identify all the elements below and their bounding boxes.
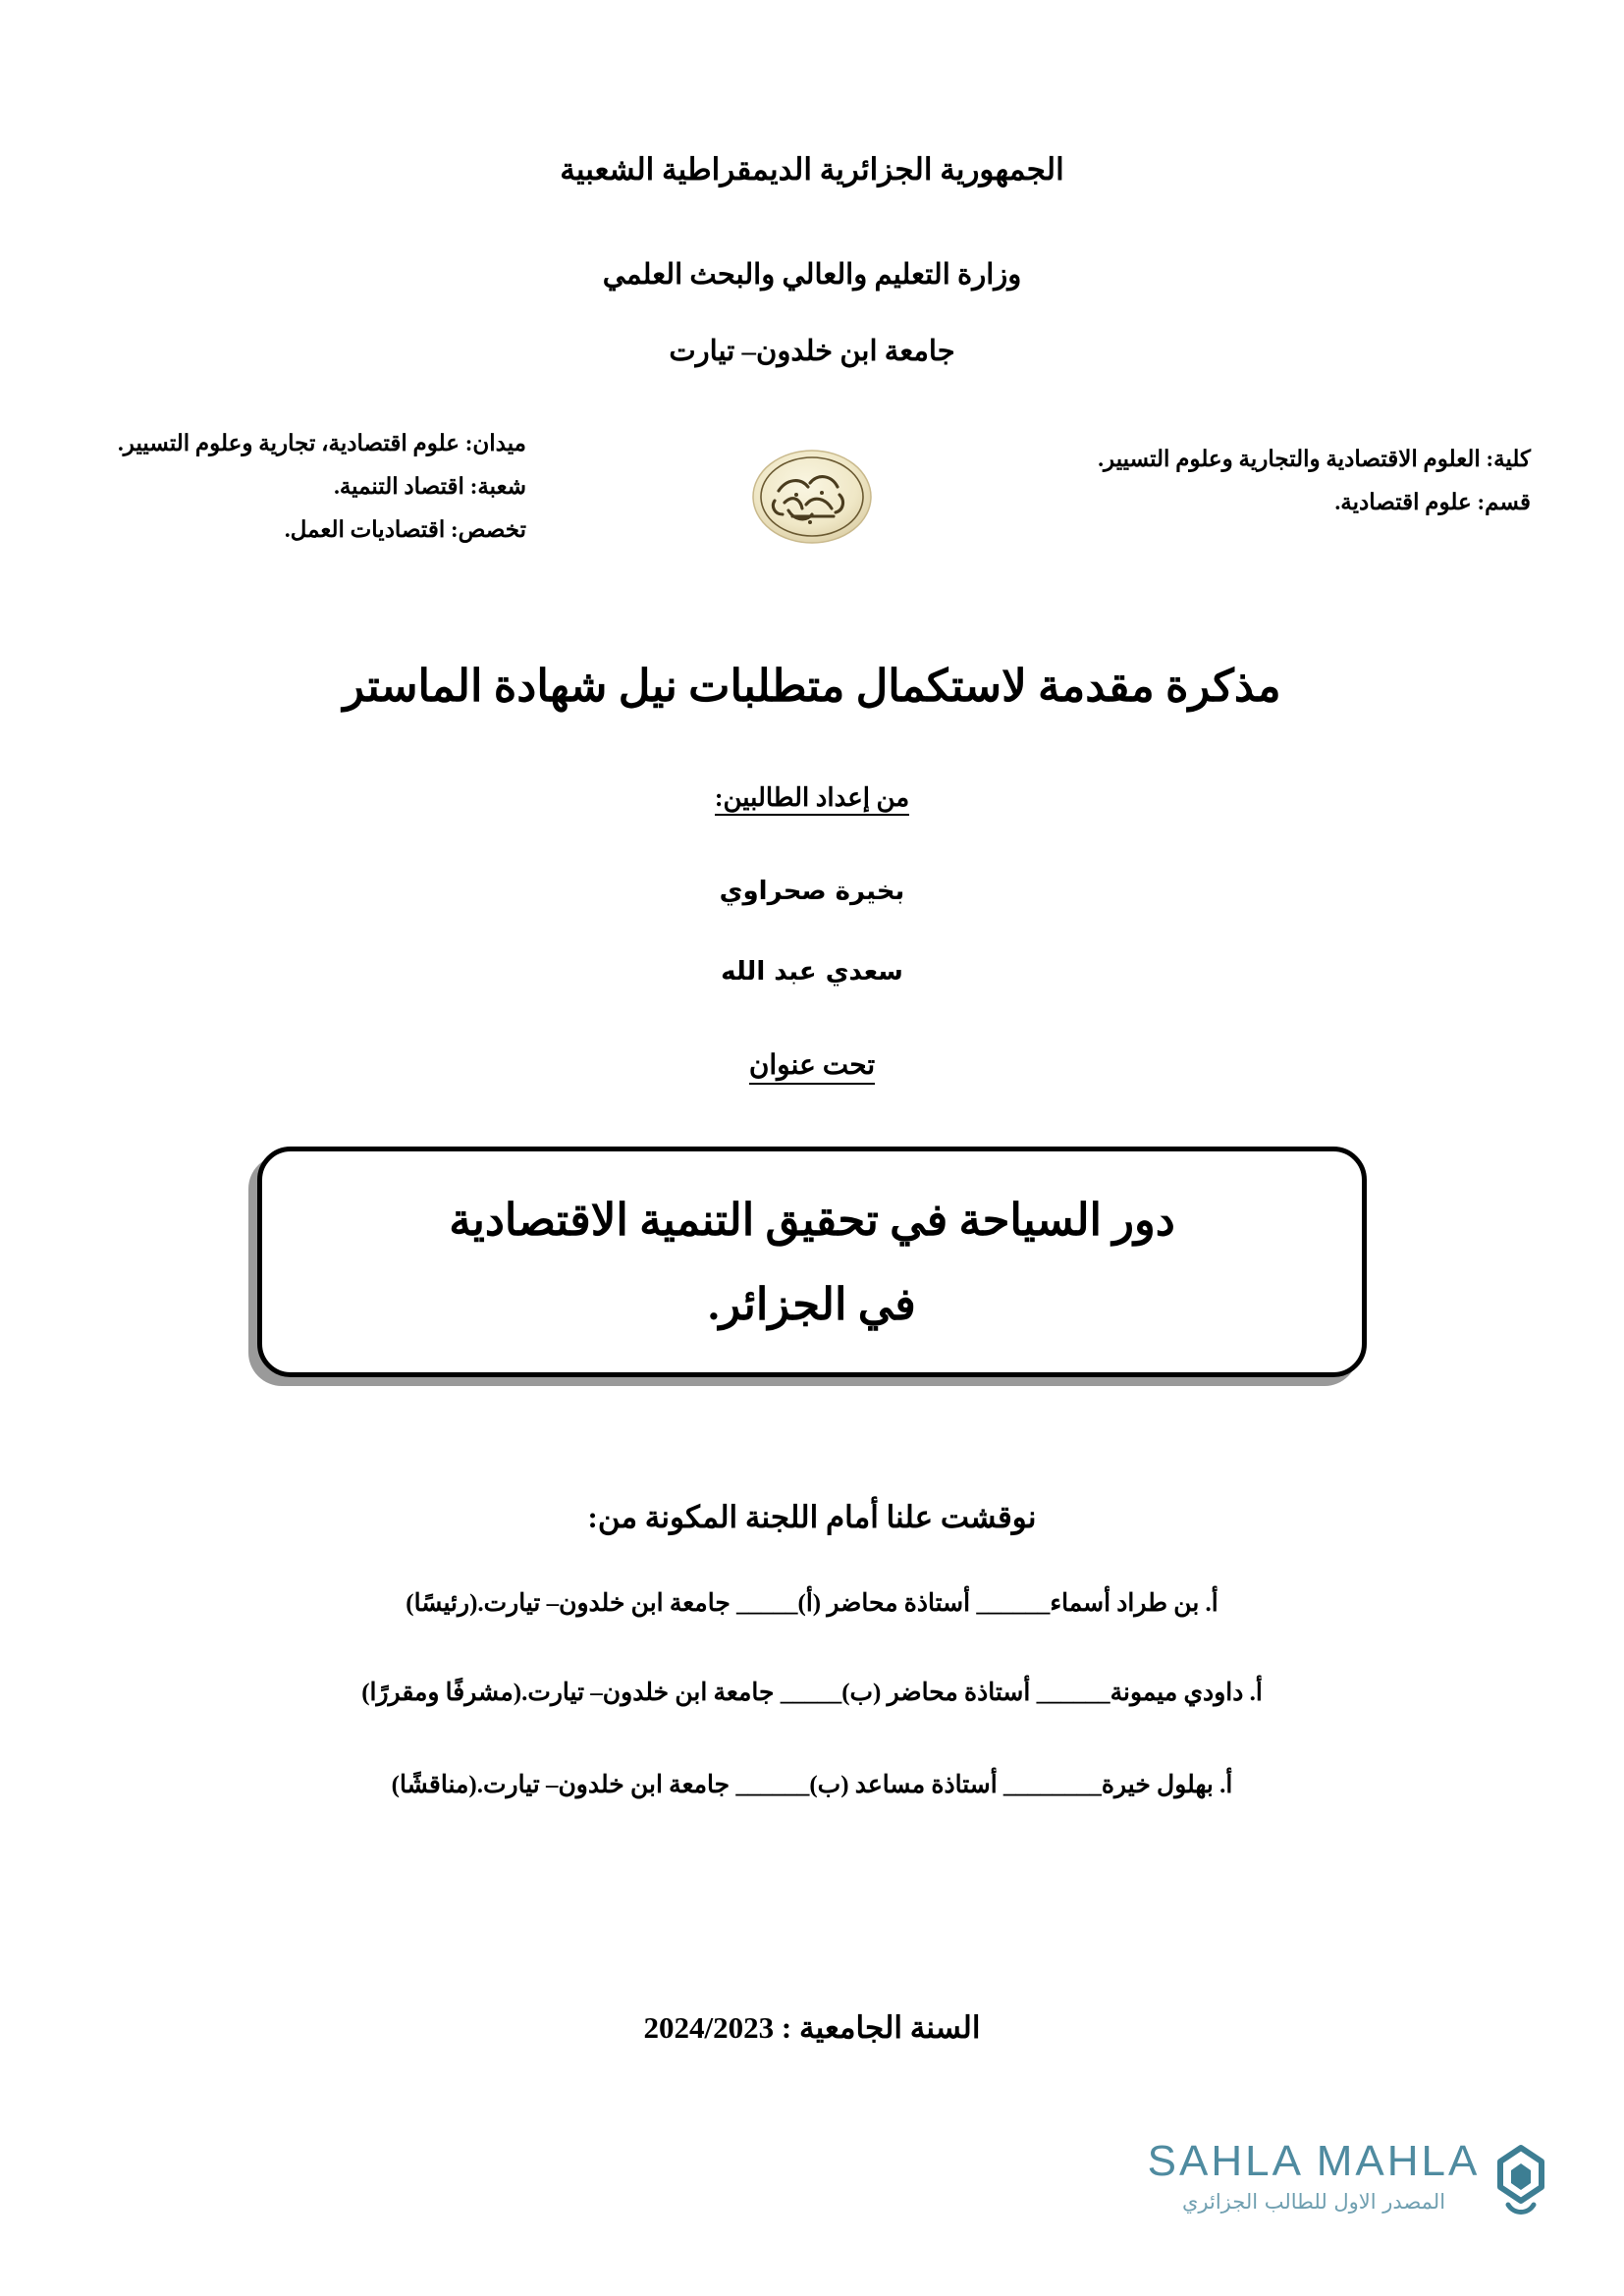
faculty-info-column xyxy=(1098,438,1531,524)
academic-year-line: السنة الجامعية : 2024/2023 xyxy=(643,2010,981,2045)
university-logo-icon xyxy=(749,444,875,550)
sahla-mahla-logo-icon xyxy=(1490,2142,1551,2224)
degree-statement: مذكرة مقدمة لاستكمال متطلبات نيل شهادة الماستر xyxy=(343,662,1281,711)
under-title-label xyxy=(0,1048,1624,1082)
watermark-title: SAHLA MAHLA xyxy=(1147,2137,1481,2185)
university-heading: جامعة ابن خلدون– تيارت xyxy=(669,336,955,367)
faculty-line: كلية: العلوم الاقتصادية والتجارية وعلوم التسيير. xyxy=(1098,447,1531,471)
republic-heading: الجمهورية الجزائرية الديمقراطية الشعبية xyxy=(560,152,1064,187)
branch-line: شعبة: اقتصاد التنمية. xyxy=(334,474,526,499)
field-info-column xyxy=(118,422,526,552)
student-name-1: بخيرة صحراوي xyxy=(719,877,905,906)
prepared-by-text: من إعداد الطالبين: xyxy=(715,783,909,816)
watermark-subtitle: المصدر الاول للطالب الجزائري xyxy=(1181,2190,1446,2214)
prepared-by-label xyxy=(0,783,1624,813)
ministry-heading: وزارة التعليم والعالي والبحث العلمي xyxy=(602,259,1022,291)
sahla-mahla-watermark xyxy=(1147,2138,1559,2256)
jury-intro-text: نوقشت علنا أمام اللجنة المكونة من: xyxy=(587,1500,1037,1534)
department-line: قسم: علوم اقتصادية. xyxy=(1334,490,1531,514)
jury-member-row: أ. داودي ميمونة______ أستاذة محاضر (ب)_____ جامعة ابن خلدون– تيارت.(مشرفًا ومقررًا) xyxy=(361,1680,1263,1706)
jury-member-row: أ. بن طراد أسماء______ أستاذة محاضر (أ)_____ جامعة ابن خلدون– تيارت.(رئيسًا) xyxy=(406,1590,1218,1617)
speciality-line: تخصص: اقتصاديات العمل. xyxy=(284,517,526,542)
thesis-title-line-2: في الجزائر. xyxy=(708,1279,916,1329)
student-name-2: سعدي عبد الله xyxy=(721,957,903,987)
domain-line: ميدان: علوم اقتصادية، تجارية وعلوم التسيير. xyxy=(118,431,526,455)
thesis-title-line-1: دور السياحة في تحقيق التنمية الاقتصادية xyxy=(449,1195,1175,1245)
under-title-text: تحت عنوان xyxy=(749,1050,875,1085)
institution-info-block xyxy=(0,422,1624,579)
jury-member-row: أ. بهلول خيرة________ أستاذة مساعد (ب)______ جامعة ابن خلدون– تيارت.(مناقشًا) xyxy=(391,1772,1233,1798)
thesis-title-box xyxy=(257,1147,1367,1377)
watermark-text-group xyxy=(1147,2138,1481,2218)
title-box-frame xyxy=(257,1147,1367,1377)
